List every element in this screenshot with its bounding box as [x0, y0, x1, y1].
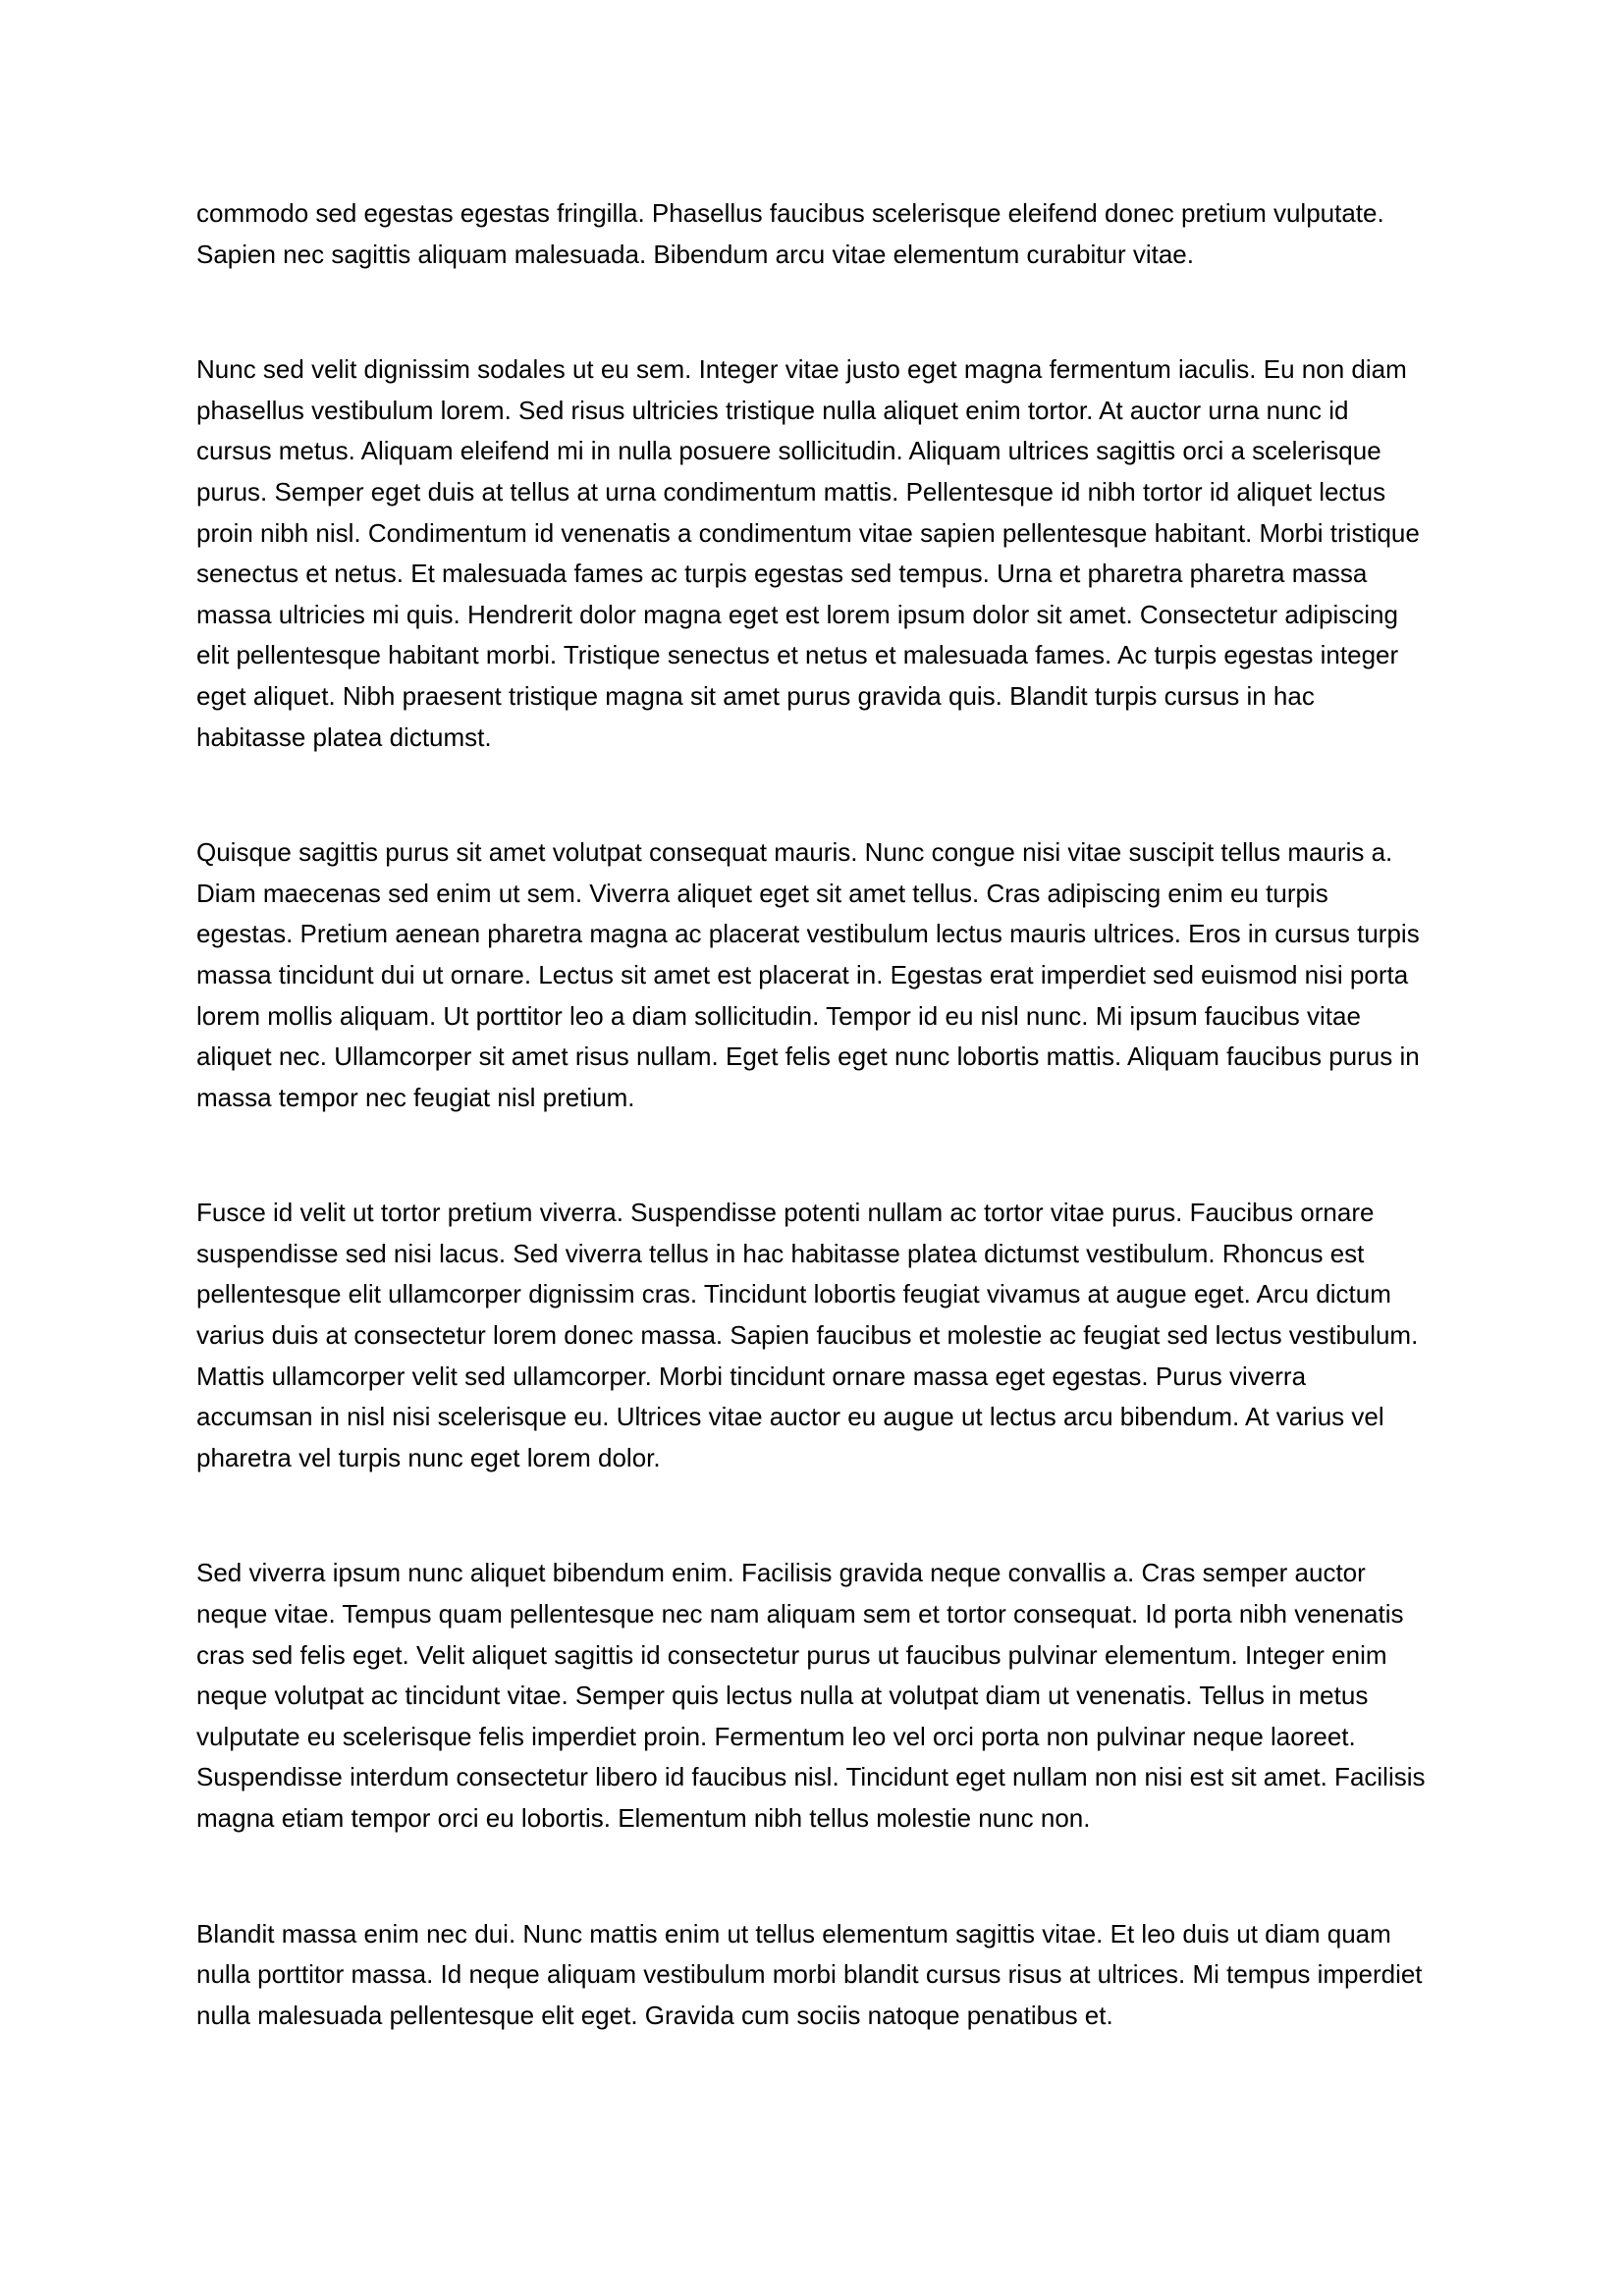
paragraph-2: Nunc sed velit dignissim sodales ut eu sem. Integer vitae justo eget magna fermentum iaculis. Eu non diam phasellus vestibulum lorem. Sed risus ultricies tristique nulla aliquet enim tortor. At auctor urna nunc id cursus metus. Aliquam eleifend mi in nulla posuere sollicitudin. Aliquam ultrices sagittis orci a scelerisque purus. Semper eget duis at tellus at urna condimentum mattis. Pellentesque id nibh tortor id aliquet lectus proin nibh nisl. Condimentum id venenatis a condimentum vitae sapien pellentesque habitant. Morbi tristique senectus et netus. Et malesuada fames ac turpis egestas sed tempus. Urna et pharetra pharetra massa massa ultricies mi quis. Hendrerit dolor magna eget est lorem ipsum dolor sit amet. Consectetur adipiscing elit pellentesque habitant morbi. Tristique senectus et netus et malesuada fames. Ac turpis egestas integer eget aliquet. Nibh praesent tristique magna sit amet purus gravida quis. Blandit turpis cursus in hac habitasse platea dictumst.	[196, 354, 1420, 752]
paragraph-6: Blandit massa enim nec dui. Nunc mattis enim ut tellus elementum sagittis vitae. Et leo duis ut diam quam nulla porttitor massa. Id neque aliquam vestibulum morbi blandit cursus risus at ultrices. Mi tempus imperdiet nulla malesuada pellentesque elit eget. Gravida cum sociis natoque penatibus et.	[196, 1918, 1423, 2030]
paragraph-continuation: commodo sed egestas egestas fringilla. Phasellus faucibus scelerisque eleifend donec pretium vulputate. Sapien nec sagittis aliquam malesuada. Bibendum arcu vitae elementum curabitur vitae.	[196, 198, 1384, 269]
text-column	[196, 193, 1428, 2036]
paragraph-3: Quisque sagittis purus sit amet volutpat consequat mauris. Nunc congue nisi vitae suscipit tellus mauris a. Diam maecenas sed enim ut sem. Viverra aliquet eget sit amet tellus. Cras adipiscing enim eu turpis egestas. Pretium aenean pharetra magna ac placerat vestibulum lectus mauris ultrices. Eros in cursus turpis massa tincidunt dui ut ornare. Lectus sit amet est placerat in. Egestas erat imperdiet sed euismod nisi porta lorem mollis aliquam. Ut porttitor leo a diam sollicitudin. Tempor id eu nisl nunc. Mi ipsum faucibus vitae aliquet nec. Ullamcorper sit amet risus nullam. Eget felis eget nunc lobortis mattis. Aliquam faucibus purus in massa tempor nec feugiat nisl pretium.	[196, 837, 1420, 1112]
paragraph-4: Fusce id velit ut tortor pretium viverra. Suspendisse potenti nullam ac tortor vitae purus. Faucibus ornare suspendisse sed nisi lacus. Sed viverra tellus in hac habitasse platea dictumst vestibulum. Rhoncus est pellentesque elit ullamcorper dignissim cras. Tincidunt lobortis feugiat vivamus at augue eget. Arcu dictum varius duis at consectetur lorem donec massa. Sapien faucibus et molestie ac feugiat sed lectus vestibulum. Mattis ullamcorper velit sed ullamcorper. Morbi tincidunt ornare massa eget egestas. Purus viverra accumsan in nisl nisi scelerisque eu. Ultrices vitae auctor eu augue ut lectus arcu bibendum. At varius vel pharetra vel turpis nunc eget lorem dolor.	[196, 1198, 1419, 1472]
paragraph-5: Sed viverra ipsum nunc aliquet bibendum enim. Facilisis gravida neque convallis a. Cras semper auctor neque vitae. Tempus quam pellentesque nec nam aliquam sem et tortor consequat. Id porta nibh venenatis cras sed felis eget. Velit aliquet sagittis id consectetur purus ut faucibus pulvinar elementum. Integer enim neque volutpat ac tincidunt vitae. Semper quis lectus nulla at volutpat diam ut venenatis. Tellus in metus vulputate eu scelerisque felis imperdiet proin. Fermentum leo vel orci porta non pulvinar neque laoreet. Suspendisse interdum consectetur libero id faucibus nisl. Tincidunt eget nullam non nisi est sit amet. Facilisis magna etiam tempor orci eu lobortis. Elementum nibh tellus molestie nunc non.	[196, 1558, 1426, 1833]
